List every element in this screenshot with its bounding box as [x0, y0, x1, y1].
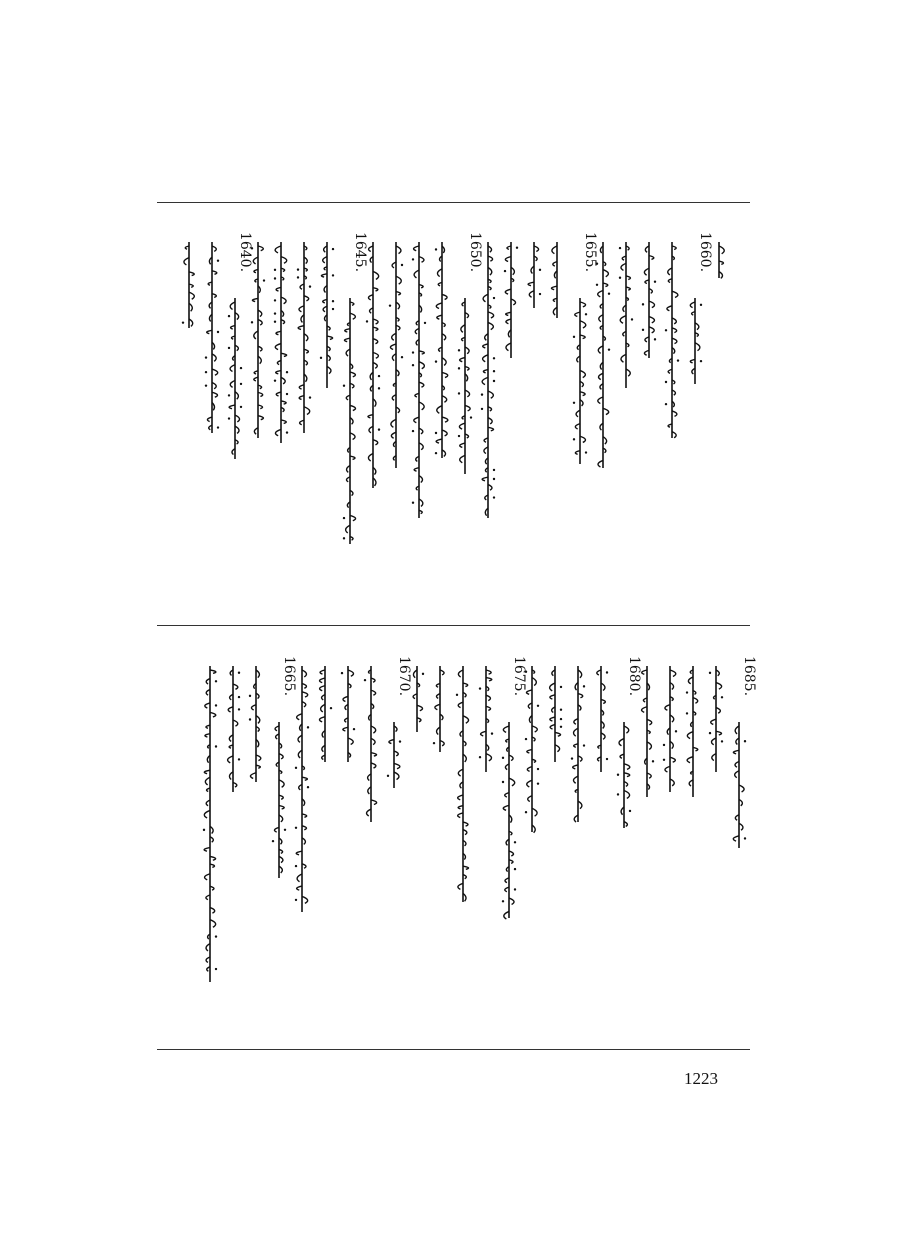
script-line — [223, 296, 247, 461]
mongolian-script-line — [361, 240, 385, 490]
mongolian-script-line — [589, 664, 613, 774]
script-line — [221, 664, 245, 794]
script-line — [244, 664, 268, 784]
mongolian-script-line — [338, 296, 362, 546]
script-line — [683, 296, 707, 386]
mongolian-script-line — [704, 664, 728, 774]
script-line — [545, 240, 569, 320]
line-number: 1645. — [352, 231, 369, 273]
mongolian-script-line — [545, 240, 569, 320]
mongolian-script-line — [407, 240, 431, 520]
line-number: 1680. — [626, 655, 643, 697]
line-number: 1685. — [741, 655, 758, 697]
script-line — [637, 240, 661, 360]
script-line — [269, 240, 293, 445]
script-line — [338, 296, 362, 546]
mongolian-script-line — [292, 240, 316, 435]
script-line — [292, 240, 316, 435]
script-line — [522, 240, 546, 310]
script-line — [499, 240, 523, 360]
mongolian-script-line — [313, 664, 337, 764]
script-line — [200, 240, 224, 435]
script-line — [591, 240, 615, 470]
mongolian-script-line — [453, 296, 477, 476]
mongolian-script-line — [177, 240, 201, 330]
mongolian-script-line — [522, 240, 546, 310]
mongolian-script-line — [267, 720, 291, 880]
top-verse-panel — [157, 231, 750, 620]
mongolian-script-line — [198, 664, 222, 984]
script-line — [453, 296, 477, 476]
mongolian-script-line — [244, 664, 268, 784]
script-line — [476, 240, 500, 520]
mongolian-script-line — [658, 664, 682, 794]
script-line — [589, 664, 613, 774]
line-number: 1675. — [511, 655, 528, 697]
mongolian-script-line — [591, 240, 615, 470]
script-line — [543, 664, 567, 764]
script-line — [681, 664, 705, 799]
mongolian-script-line — [568, 296, 592, 466]
mongolian-script-line — [451, 664, 475, 904]
script-line — [361, 240, 385, 490]
mongolian-script-line — [430, 240, 454, 460]
script-line — [451, 664, 475, 904]
mongolian-script-line — [428, 664, 452, 754]
mongolian-script-line — [221, 664, 245, 794]
mongolian-script-line — [315, 240, 339, 390]
script-line — [382, 720, 406, 790]
mongolian-script-line — [384, 240, 408, 470]
mongolian-script-line — [200, 240, 224, 435]
line-number: 1665. — [281, 655, 298, 697]
mongolian-script-line — [269, 240, 293, 445]
mongolian-script-line — [566, 664, 590, 824]
script-line — [177, 240, 201, 330]
mongolian-script-line — [497, 720, 521, 920]
page-number: 1223 — [684, 1069, 718, 1088]
mongolian-script-line — [612, 720, 636, 830]
script-line — [658, 664, 682, 794]
mongolian-script-line — [614, 240, 638, 390]
middle-rule — [157, 625, 750, 626]
script-line — [313, 664, 337, 764]
script-line — [384, 240, 408, 470]
script-line — [566, 664, 590, 824]
script-line — [430, 240, 454, 460]
bottom-verse-panel — [157, 655, 758, 1044]
script-line — [497, 720, 521, 920]
mongolian-script-line — [683, 296, 707, 386]
mongolian-script-line — [476, 240, 500, 520]
script-line — [315, 240, 339, 390]
script-line — [474, 664, 498, 774]
mongolian-script-line — [681, 664, 705, 799]
mongolian-script-line — [290, 664, 314, 914]
mongolian-script-line — [474, 664, 498, 774]
script-line — [407, 240, 431, 520]
script-line — [727, 720, 751, 850]
mongolian-script-line — [637, 240, 661, 360]
top-rule — [157, 202, 750, 203]
mongolian-script-line — [543, 664, 567, 764]
script-line — [614, 240, 638, 390]
script-line — [428, 664, 452, 754]
line-number: 1655. — [582, 231, 599, 273]
script-line — [568, 296, 592, 466]
mongolian-script-line — [382, 720, 406, 790]
mongolian-script-line — [359, 664, 383, 824]
script-line — [198, 664, 222, 984]
script-line — [290, 664, 314, 914]
mongolian-script-line — [336, 664, 360, 764]
script-line — [359, 664, 383, 824]
mongolian-script-line — [223, 296, 247, 461]
line-number: 1650. — [467, 231, 484, 273]
script-line — [336, 664, 360, 764]
line-number: 1670. — [396, 655, 413, 697]
line-number: 1660. — [697, 231, 714, 273]
mongolian-script-line — [727, 720, 751, 850]
mongolian-script-line — [660, 240, 684, 440]
line-number: 1640. — [237, 231, 254, 273]
bottom-rule — [157, 1049, 750, 1050]
script-line — [660, 240, 684, 440]
script-line — [267, 720, 291, 880]
script-line — [612, 720, 636, 830]
script-line — [704, 664, 728, 774]
mongolian-script-line — [499, 240, 523, 360]
